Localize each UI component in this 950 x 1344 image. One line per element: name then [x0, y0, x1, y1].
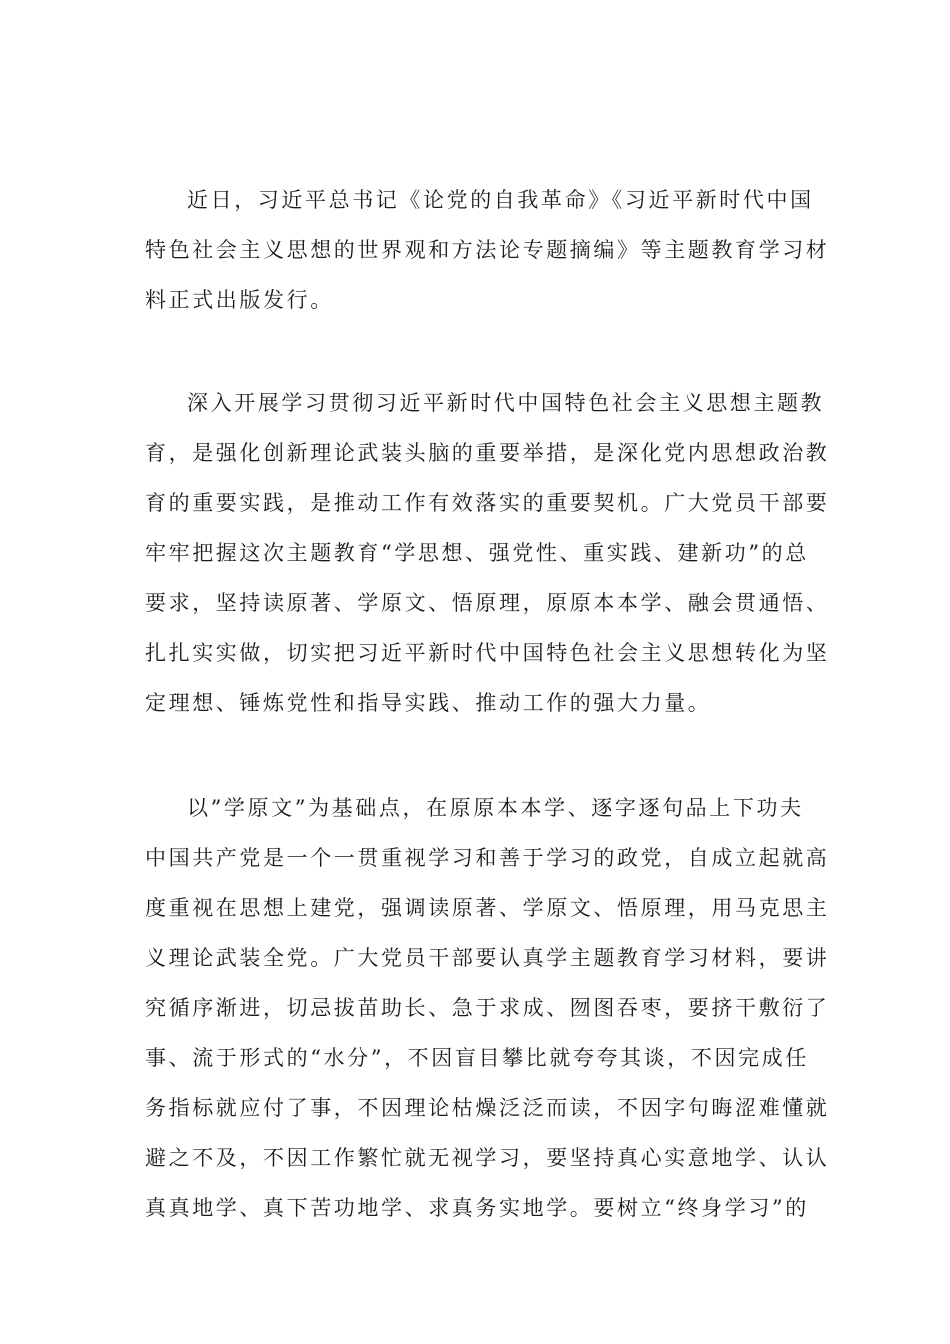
text-line: 育的重要实践，是推动工作有效落实的重要契机。广大党员干部要	[145, 491, 830, 515]
text-line: 要求，坚持读原著、学原文、悟原理，原原本本学、融会贯通悟、	[145, 591, 830, 615]
paragraph-1	[145, 175, 830, 325]
text-line: 务指标就应付了事，不因理论枯燥泛泛而读，不因字句晦涩难懂就	[145, 1096, 830, 1120]
text-line: 究循序渐进，切忌拔苗助长、急于求成、囫图吞枣，要挤干敷衍了	[145, 996, 830, 1020]
text-line: 中国共产党是一个一贯重视学习和善于学习的政党，自成立起就高	[145, 846, 830, 870]
paragraph-2	[145, 378, 830, 728]
text-line: 近日，习近平总书记《论党的自我革命》《习近平新时代中国	[187, 188, 814, 212]
text-line: 真真地学、真下苦功地学、求真务实地学。要树立“终身学习”的	[145, 1196, 809, 1220]
text-line: 度重视在思想上建党，强调读原著、学原文、悟原理，用马克思主	[145, 896, 830, 920]
text-line: 定理想、锤炼党性和指导实践、推动工作的强大力量。	[145, 691, 712, 715]
text-line: 深入开展学习贯彻习近平新时代中国特色社会主义思想主题教	[187, 391, 825, 415]
text-line: 义理论武装全党。广大党员干部要认真学主题教育学习材料，要讲	[145, 946, 830, 970]
text-line: 料正式出版发行。	[145, 288, 334, 312]
text-line: 避之不及，不因工作繁忙就无视学习，要坚持真心实意地学、认认	[145, 1146, 830, 1170]
text-line: 育，是强化创新理论武装头脑的重要举措，是深化党内思想政治教	[145, 441, 830, 465]
text-line: 特色社会主义思想的世界观和方法论专题摘编》等主题教育学习材	[145, 238, 830, 262]
text-line: 以”学原文”为基础点，在原原本本学、逐字逐句品上下功夫	[187, 796, 804, 820]
text-line: 牢牢把握这次主题教育“学思想、强党性、重实践、建新功”的总	[145, 541, 809, 565]
text-line: 事、流于形式的“水分”，不因盲目攀比就夸夸其谈，不因完成任	[145, 1046, 809, 1070]
text-line: 扎扎实实做，切实把习近平新时代中国特色社会主义思想转化为坚	[145, 641, 830, 665]
paragraph-3	[145, 783, 830, 1233]
